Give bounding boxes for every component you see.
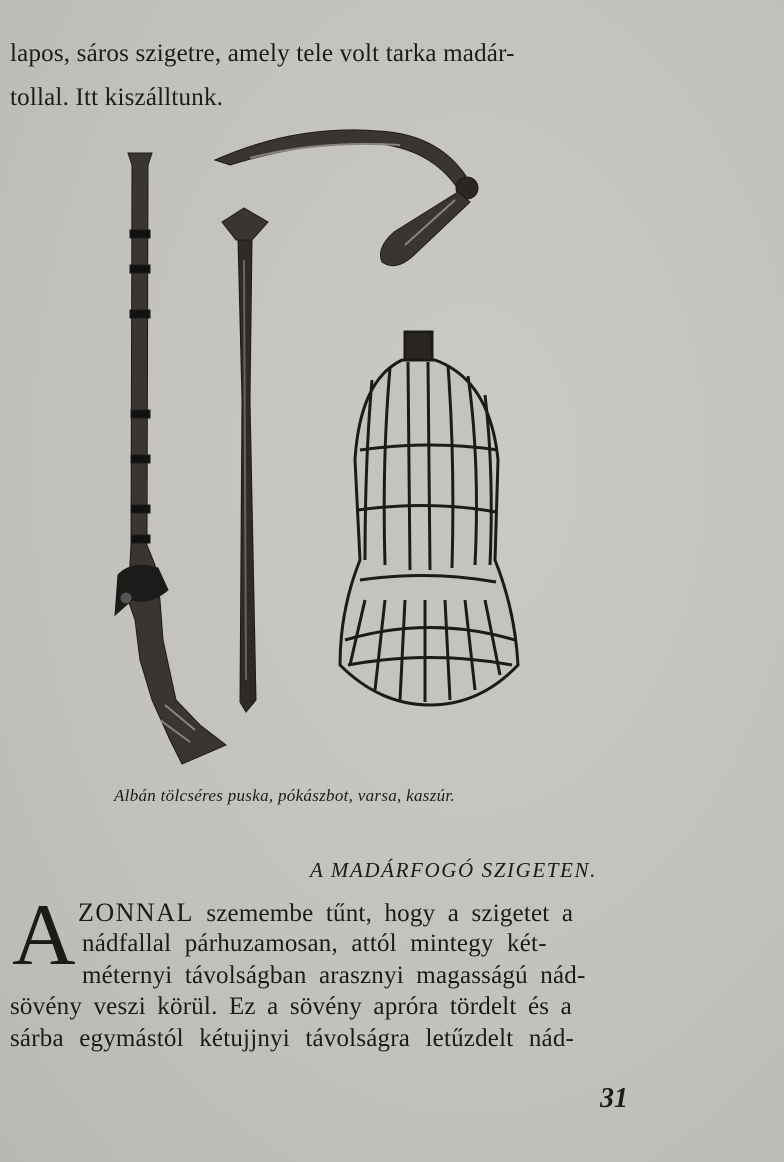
drop-cap: A <box>12 887 76 984</box>
section-heading: A MADÁRFOGÓ SZIGETEN. <box>310 858 597 882</box>
paragraph-line-5: sárba egymástól kétujjnyi távolságra letűzdelt nád- <box>10 1025 575 1052</box>
body-text-line-2: tollal. Itt kiszálltunk. <box>10 84 224 111</box>
paragraph-line-1 <box>78 898 573 928</box>
paragraph-line-2: nádfallal párhuzamosan, attól mintegy két- <box>82 930 547 957</box>
musket-drawing <box>115 153 226 764</box>
pokaszbot-drawing <box>222 208 268 712</box>
figure-caption: Albán tölcséres puska, pókászbot, varsa, kaszúr. <box>114 786 456 805</box>
small-caps-word: ZONNAL <box>78 898 194 927</box>
paragraph-line-1-rest: szemembe tűnt, hogy a szigetet a <box>193 900 574 927</box>
body-text-line-1: lapos, sáros szigetre, amely tele volt tarka madár- <box>10 40 515 67</box>
paragraph-line-3: méternyi távolságban arasznyi magasságú nád- <box>82 962 586 989</box>
paragraph-line-4: sövény veszi körül. Ez a sövény apróra tördelt és a <box>10 993 572 1020</box>
page-number: 31 <box>600 1083 628 1114</box>
varsa-drawing <box>340 332 518 705</box>
sickle-drawing <box>215 130 478 266</box>
